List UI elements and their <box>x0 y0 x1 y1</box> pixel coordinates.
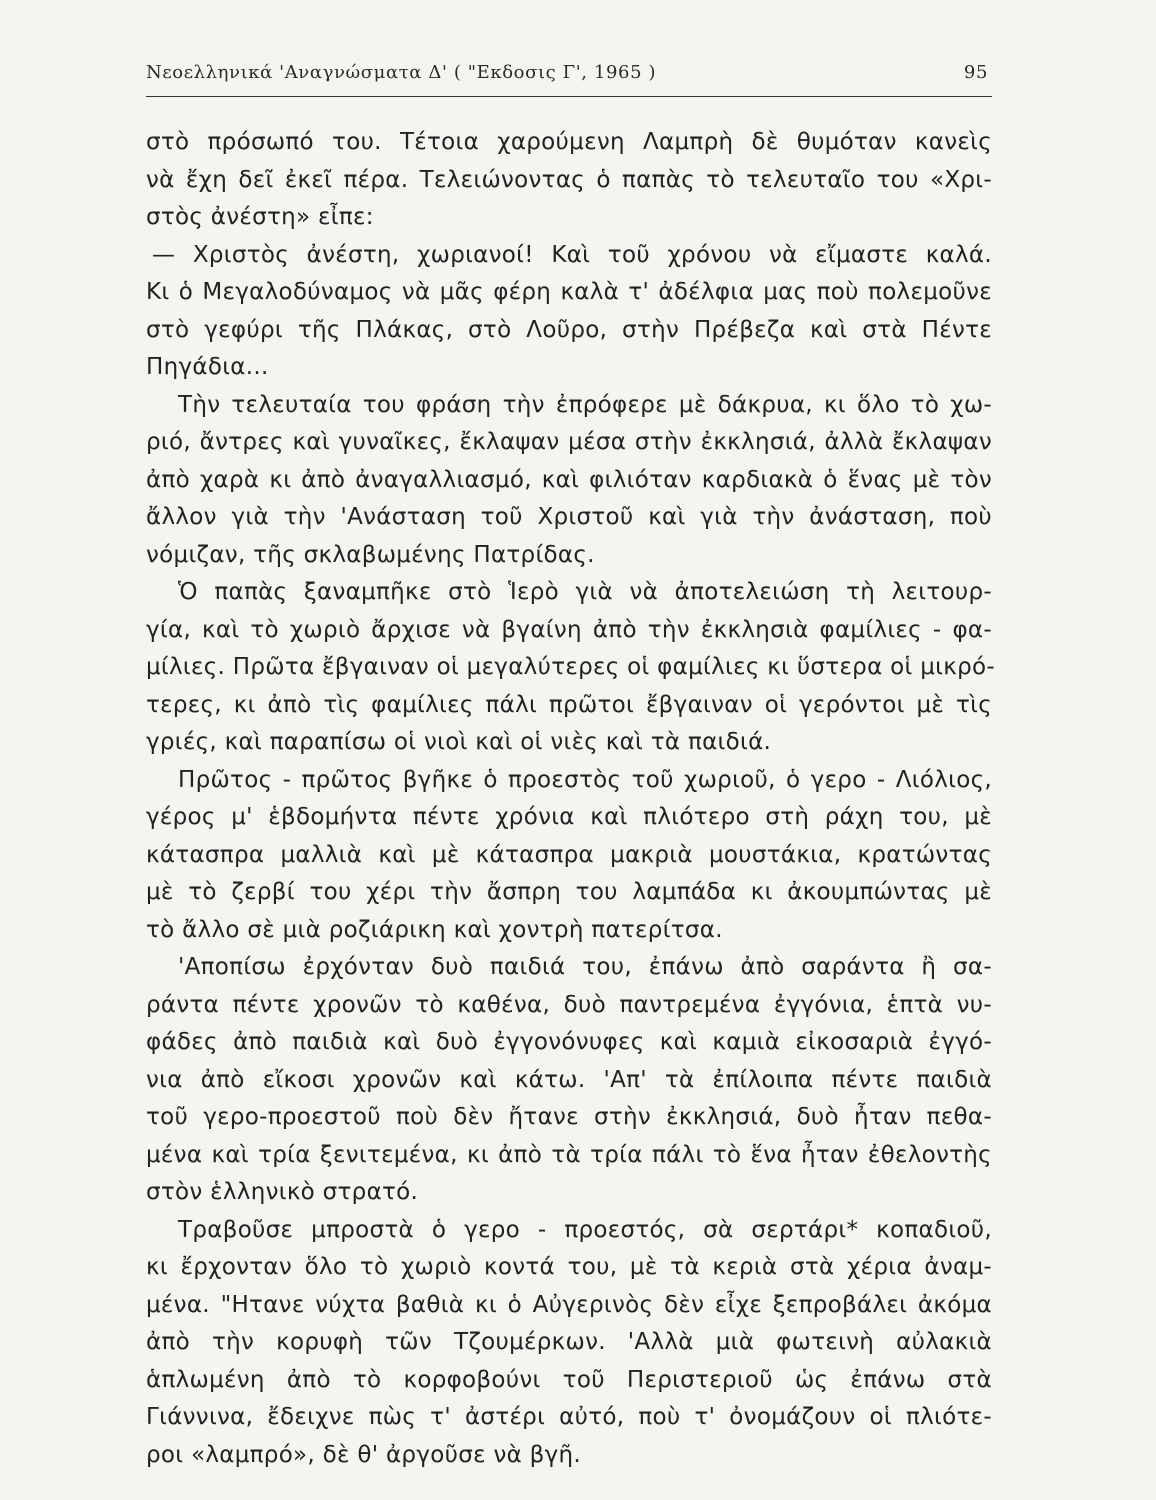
text-line: ἀπὸ χαρὰ κι ἀπὸ ἀναγαλλιασμό, καὶ φιλιόταν καρδιακὰ ὁ ἕνας μὲ τὸν <box>146 466 992 493</box>
text-line: στὸν ἑλληνικὸ στρατό. <box>146 1179 419 1205</box>
page-number: 95 <box>963 62 988 83</box>
text-line: τερες, κι ἀπὸ τὶς φαμίλιες πάλι πρῶτοι ἔβγαιναν οἱ γερόντοι μὲ τὶς <box>146 691 992 718</box>
text-line: νόμιζαν, τῆς σκλαβωμένης Πατρίδας. <box>146 541 595 568</box>
text-line: μένα καὶ τρία ξενιτεμένα, κι ἀπὸ τὰ τρία πάλι τὸ ἕνα ἦταν ἐθελοντὴς <box>146 1141 992 1168</box>
text-line: Κι ὁ Μεγαλοδύναμος νὰ μᾶς φέρη καλὰ τ' ἀδέλφια μας ποὺ πολεμοῦνε <box>146 279 992 305</box>
text-line: γέρος μ' ἑβδομήντα πέντε χρόνια καὶ πλιότερο στὴ ράχη του, μὲ <box>146 804 992 830</box>
text-line: μὲ τὸ ζερβί του χέρι τὴν ἄσπρη του λαμπάδα κι ἀκουμπώντας μὲ <box>146 879 992 905</box>
body-text <box>146 124 995 1474</box>
text-line: ροι «λαμπρό», δὲ θ' ἀργοῦσε νὰ βγῆ. <box>146 1441 582 1468</box>
text-line: 'Αποπίσω ἐρχόνταν δυὸ παιδιά του, ἐπάνω ἀπὸ σαράντα ἢ σα- <box>178 954 992 980</box>
text-line: γία, καὶ τὸ χωριὸ ἄρχισε νὰ βγαίνη ἀπὸ τὴν ἐκκλησιὰ φαμίλιες - φα- <box>146 616 992 643</box>
text-line: νὰ ἔχη δεῖ ἐκεῖ πέρα. Τελειώνοντας ὁ παπὰς τὸ τελευταῖο του «Χρι- <box>146 166 992 193</box>
text-line: Γιάννινα, ἔδειχνε πὼς τ' ἀστέρι αὐτό, ποὺ τ' ὀνομάζουν οἱ πλιότε- <box>146 1404 992 1430</box>
running-header <box>146 58 992 97</box>
text-line: μίλιες. Πρῶτα ἔβγαιναν οἱ μεγαλύτερες οἱ φαμίλιες κι ὕστερα οἱ μικρό- <box>146 654 995 680</box>
text-line: μένα. "Ητανε νύχτα βαθιὰ κι ὁ Αὐγερινὸς δὲν εἶχε ξεπροβάλει ἀκόμα <box>146 1291 992 1318</box>
text-line: κάτασπρα μαλλιὰ καὶ μὲ κάτασπρα μακριὰ μουστάκια, κρατώντας <box>146 841 992 868</box>
text-line: — Χριστὸς ἀνέστη, χωριανοί! Καὶ τοῦ χρόνου νὰ εἴμαστε καλά. <box>152 241 992 268</box>
text-line: Πηγάδια... <box>146 354 269 380</box>
text-line: στὸς ἀνέστη» εἶπε: <box>146 204 374 230</box>
text-line: ριό, ἄντρες καὶ γυναῖκες, ἔκλαψαν μέσα στὴν ἐκκλησιά, ἀλλὰ ἔκλαψαν <box>146 429 992 455</box>
text-line: νια ἀπὸ εἴκοσι χρονῶν καὶ κάτω. 'Απ' τὰ ἐπίλοιπα πέντε παιδιὰ <box>146 1066 992 1093</box>
text-line: Τὴν τελευταία του φράση τὴν ἐπρόφερε μὲ δάκρυα, κι ὅλο τὸ χω- <box>178 391 992 418</box>
text-line: ἁπλωμένη ἀπὸ τὸ κορφοβούνι τοῦ Περιστεριοῦ ὡς ἐπάνω στὰ <box>146 1366 992 1393</box>
text-line: στὸ γεφύρι τῆς Πλάκας, στὸ Λοῦρο, στὴν Πρέβεζα καὶ στὰ Πέντε <box>146 316 992 343</box>
text-line: κι ἔρχονταν ὅλο τὸ χωριὸ κοντά του, μὲ τὰ κεριὰ στὰ χέρια ἀναμ- <box>146 1254 992 1280</box>
text-line: ἀπὸ τὴν κορυφὴ τῶν Τζουμέρκων. 'Αλλὰ μιὰ φωτεινὴ αὐλακιὰ <box>146 1329 992 1355</box>
text-line: τὸ ἄλλο σὲ μιὰ ροζιάρικη καὶ χοντρὴ πατερίτσα. <box>146 916 723 943</box>
text-line: γριές, καὶ παραπίσω οἱ νιοὶ καὶ οἱ νιὲς καὶ τὰ παιδιά. <box>146 729 772 755</box>
text-line: Πρῶτος - πρῶτος βγῆκε ὁ προεστὸς τοῦ χωριοῦ, ὁ γερο - Λιόλιος, <box>178 766 992 793</box>
text-line: Τραβοῦσε μπροστὰ ὁ γερο - προεστός, σὰ σερτάρι* κοπαδιοῦ, <box>178 1216 992 1243</box>
text-line: στὸ πρόσωπό του. Τέτοια χαρούμενη Λαμπρὴ δὲ θυμόταν κανεὶς <box>146 129 992 155</box>
text-line: ἄλλον γιὰ τὴν 'Ανάσταση τοῦ Χριστοῦ καὶ γιὰ τὴν ἀνάσταση, ποὺ <box>146 504 992 530</box>
book-title: Νεοελληνικά 'Αναγνώσματα Δ' ( "Εκδοσις Γ', 1965 ) <box>146 62 657 83</box>
text-line: ράντα πέντε χρονῶν τὸ καθένα, δυὸ παντρεμένα ἐγγόνια, ἑπτὰ νυ- <box>146 991 992 1018</box>
text-line: φάδες ἀπὸ παιδιὰ καὶ δυὸ ἐγγονόνυφες καὶ καμιὰ εἰκοσαριὰ ἐγγό- <box>146 1029 992 1055</box>
text-line: τοῦ γερο-προεστοῦ ποὺ δὲν ἤτανε στὴν ἐκκλησιά, δυὸ ἦταν πεθα- <box>146 1104 992 1130</box>
text-line: Ὁ παπὰς ξαναμπῆκε στὸ Ἱερὸ γιὰ νὰ ἀποτελειώση τὴ λειτουρ- <box>178 579 992 605</box>
